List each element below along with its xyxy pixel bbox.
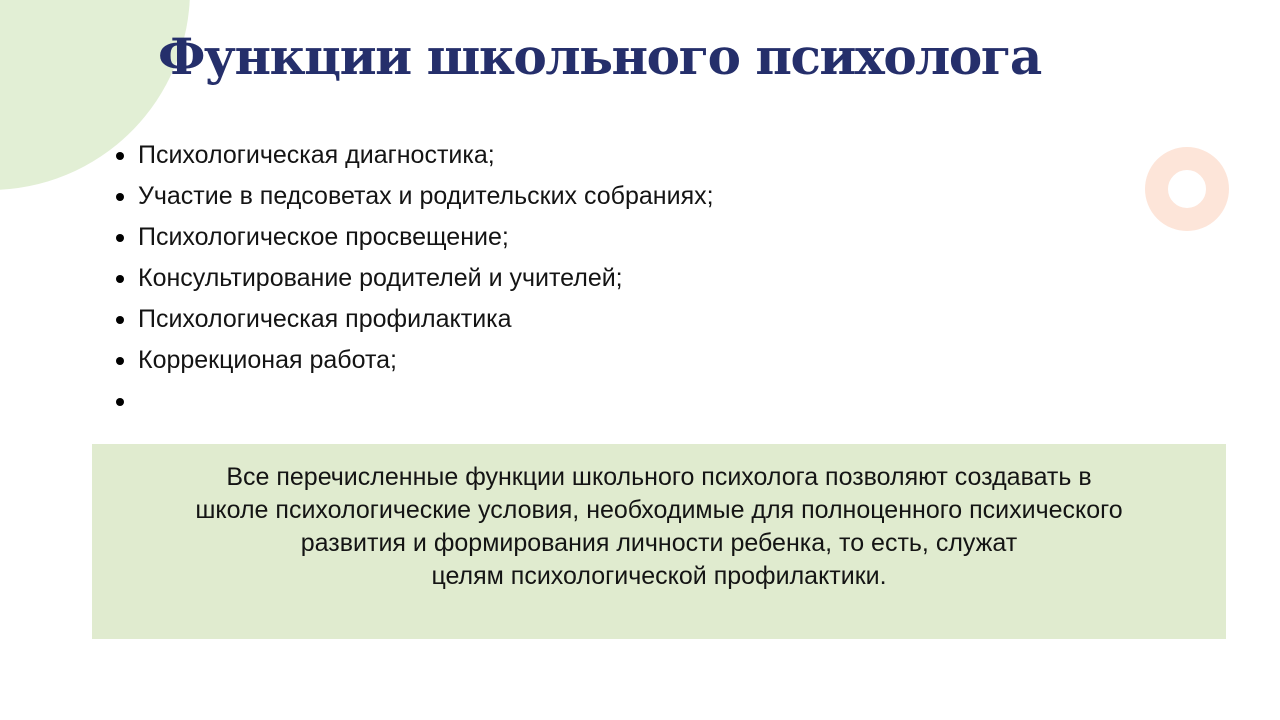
list-item [116, 258, 714, 299]
bullet-icon [116, 152, 124, 160]
summary-line: целям психологической профилактики. [431, 562, 887, 590]
bullet-icon [116, 234, 124, 242]
summary-line: Все перечисленные функции школьного психолога позволяют создавать в [226, 463, 1092, 491]
summary-line: развития и формирования личности ребенка, то есть, служат [300, 529, 1018, 557]
list-item-text: Психологическое просвещение; [138, 223, 509, 251]
list-item-empty [116, 381, 714, 422]
list-item [116, 299, 714, 340]
bullet-icon [116, 357, 124, 365]
list-item [116, 176, 714, 217]
bullet-icon [116, 316, 124, 324]
list-item-text: Консультирование родителей и учителей; [138, 264, 623, 292]
list-item-text: Психологическая диагностика; [138, 141, 495, 169]
list-item-text: Коррекционая работа; [138, 346, 397, 374]
summary-box [92, 444, 1226, 639]
slide-title: Функции школьного психолога [158, 27, 1041, 86]
list-item [116, 135, 714, 176]
list-item-text: Участие в педсоветах и родительских собраниях; [138, 182, 714, 210]
list-item [116, 340, 714, 381]
summary-text [92, 461, 1226, 593]
bullet-icon [116, 275, 124, 283]
list-item-text: Психологическая профилактика [138, 305, 512, 333]
bullet-icon [116, 398, 124, 406]
list-item [116, 217, 714, 258]
summary-line: школе психологические условия, необходимые для полноценного психического [195, 496, 1123, 524]
functions-list [116, 135, 714, 422]
bullet-icon [116, 193, 124, 201]
decorative-peach-ring [1145, 147, 1229, 231]
